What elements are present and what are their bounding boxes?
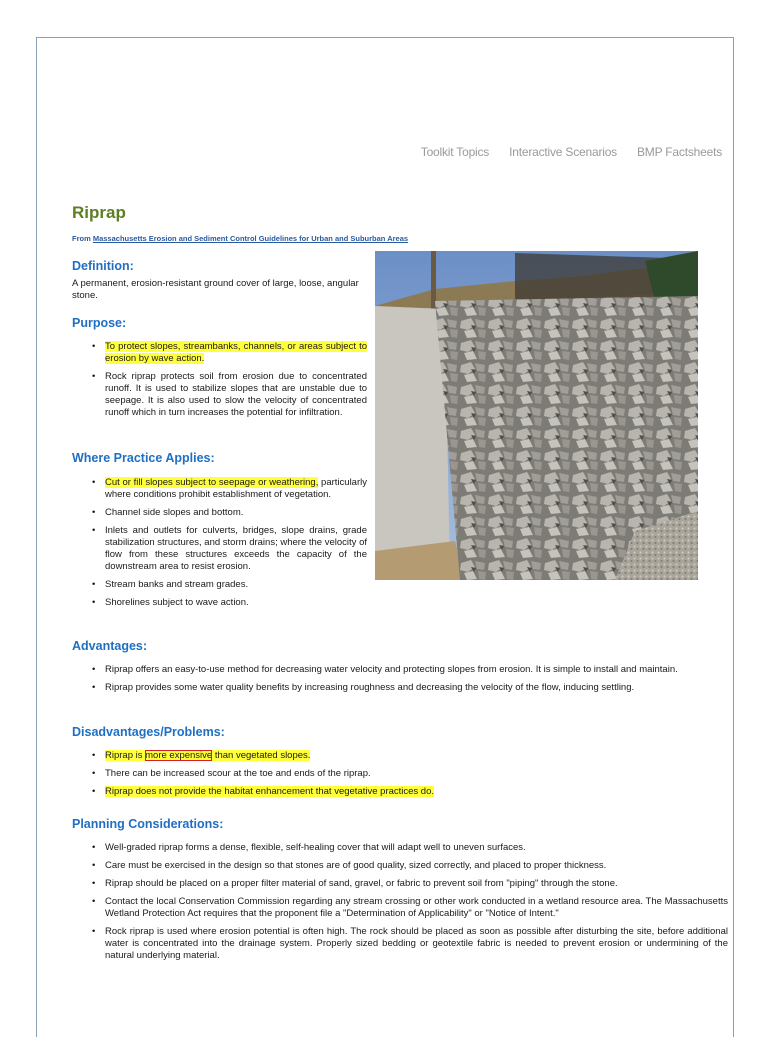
disadvantages-list <box>75 750 728 804</box>
top-navigation <box>421 145 722 159</box>
definition-text: A permanent, erosion-resistant ground cover of large, loose, angular stone. <box>72 278 359 301</box>
list-item: • Care must be exercised in the design so that stones are of good quality, sized correctly, and placed to proper thickness. <box>105 860 728 872</box>
nav-interactive-scenarios[interactable]: Interactive Scenarios <box>509 145 617 159</box>
nav-toolkit-topics[interactable]: Toolkit Topics <box>420 145 490 159</box>
list-item: • Channel side slopes and bottom. <box>105 507 367 519</box>
list-item: • Riprap should be placed on a proper filter material of sand, gravel, or fabric to prevent soil from "piping" through the stone. <box>105 878 728 890</box>
advantages-list <box>75 664 728 700</box>
list-item: • To protect slopes, streambanks, channels, or areas subject to erosion by wave action. <box>105 341 367 365</box>
list-item: • Inlets and outlets for culverts, bridges, slope drains, grade stabilization structures, and storm drains; where the velocity of flow from these structures exceeds the capacity of the downstream area to resist erosion. <box>105 525 367 573</box>
purpose-heading: Purpose: <box>72 316 127 330</box>
list-item: • Riprap is more expensive than vegetated slopes. <box>105 750 728 762</box>
list-item: • Well-graded riprap forms a dense, flexible, self-healing cover that will adapt well to uneven surfaces. <box>105 842 728 854</box>
source-prefix: From <box>72 234 93 243</box>
page-title: Riprap <box>72 203 126 222</box>
list-item: • Rock riprap is used where erosion potential is often high. The rock should be placed as soon as possible after disturbing the site, before additional water is concentrated into the drainage system. Properly sized bedding or geotextile fabric is needed to prevent erosion or undermining of the natural underlying material. <box>105 926 728 962</box>
list-item: • Cut or fill slopes subject to seepage or weathering, particularly where conditions prohibit establishment of vegetation. <box>105 477 367 501</box>
list-item: • Riprap provides some water quality benefits by increasing roughness and decreasing the velocity of the flow, inducing settling. <box>105 682 728 694</box>
disadvantages-heading: Disadvantages/Problems: <box>72 725 225 739</box>
source-link[interactable]: Massachusetts Erosion and Sediment Control Guidelines for Urban and Suburban Areas <box>92 234 409 243</box>
list-item: • There can be increased scour at the toe and ends of the riprap. <box>105 768 728 780</box>
purpose-list <box>75 341 367 425</box>
planning-heading: Planning Considerations: <box>72 817 224 831</box>
riprap-photo <box>375 251 698 580</box>
nav-bmp-factsheets[interactable]: BMP Factsheets <box>636 145 722 159</box>
list-item: • Shorelines subject to wave action. <box>105 597 367 609</box>
list-item: • Rock riprap protects soil from erosion due to concentrated runoff. It is used to stabilize slopes that are unstable due to seepage. It is also used to slow the velocity of concentrated runoff which in turn increases the potential for infiltration. <box>105 371 367 419</box>
list-item: • Riprap does not provide the habitat enhancement that vegetative practices do. <box>105 786 728 798</box>
boxed-phrase: more expensive <box>145 750 213 761</box>
definition-heading: Definition: <box>72 259 134 273</box>
planning-list <box>75 842 728 968</box>
advantages-heading: Advantages: <box>72 639 148 653</box>
list-item: • Stream banks and stream grades. <box>105 579 367 591</box>
list-item: • Riprap offers an easy-to-use method for decreasing water velocity and protecting slopes from erosion. It is simple to install and maintain. <box>105 664 728 676</box>
where-heading: Where Practice Applies: <box>72 451 215 465</box>
list-item: • Contact the local Conservation Commission regarding any stream crossing or other work conducted in a wetland resource area. The Massachusetts Wetland Protection Act requires that the proponent file a "Determination of Applicability" or "Notice of Intent." <box>105 896 728 920</box>
where-list <box>75 477 367 615</box>
source-line <box>72 234 408 243</box>
